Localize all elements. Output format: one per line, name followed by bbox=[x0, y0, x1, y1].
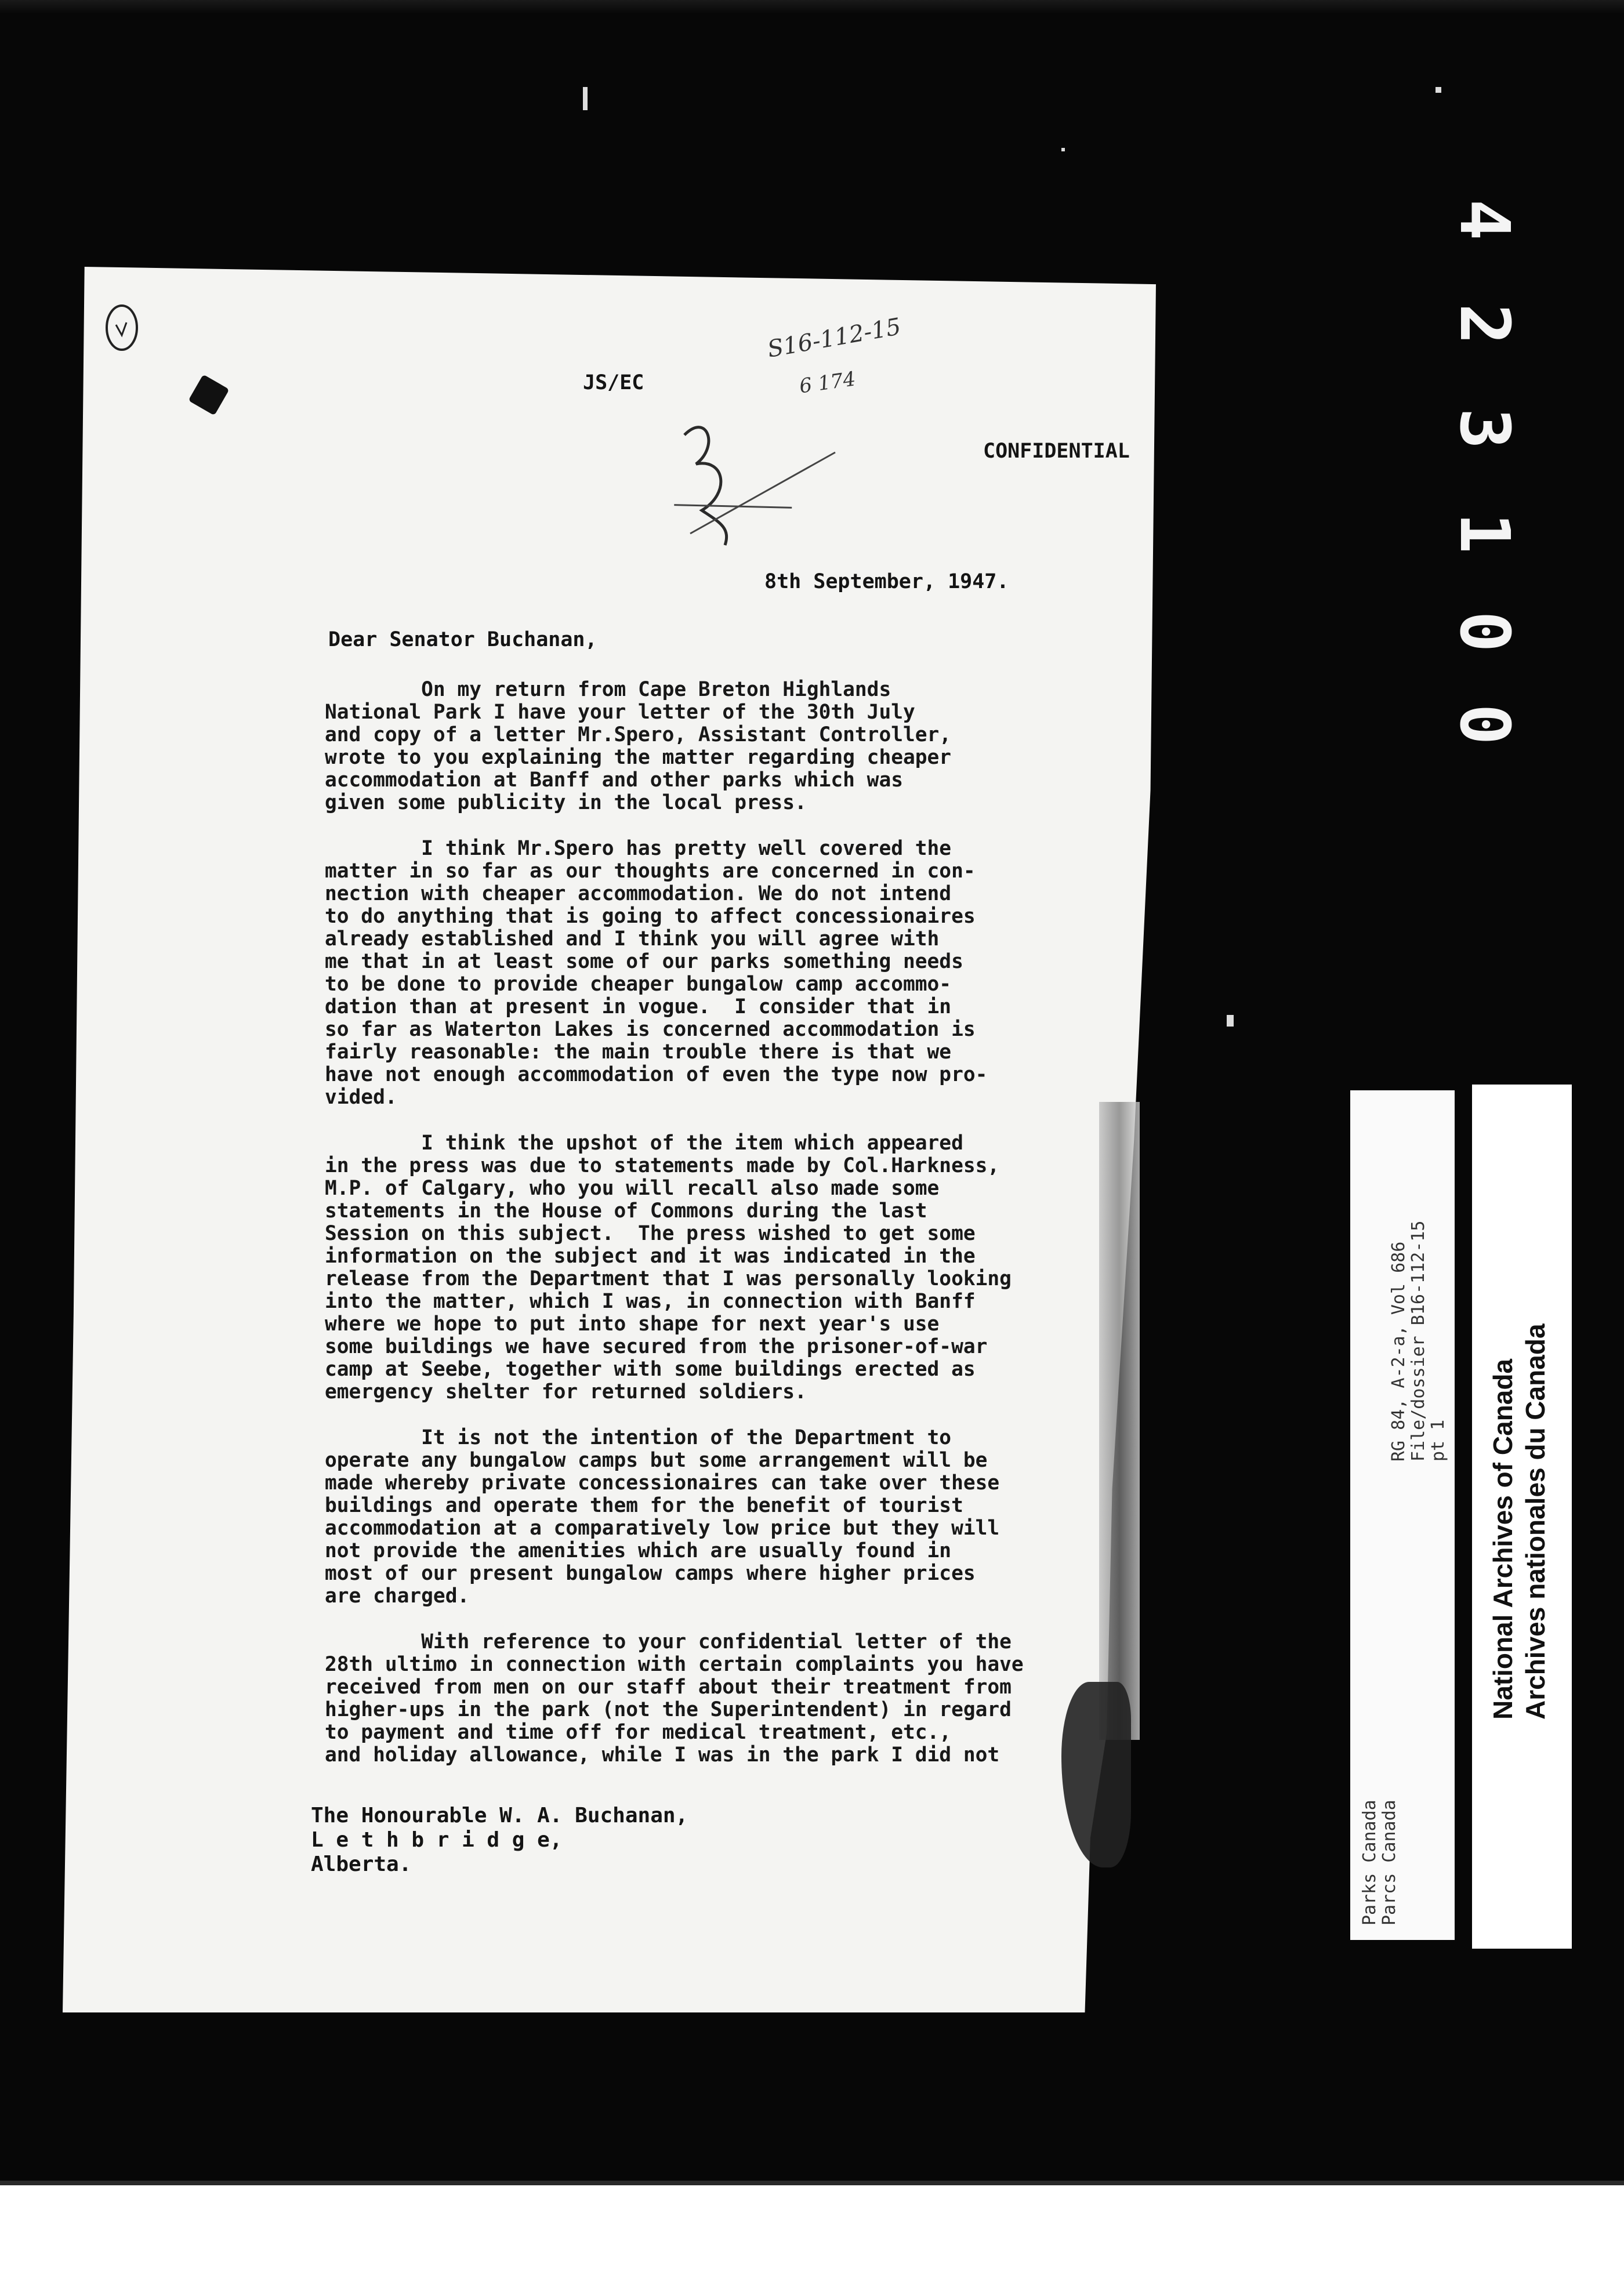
frame-digit: 4 bbox=[1445, 199, 1525, 241]
text-line: It is not the intention of the Department to bbox=[325, 1426, 952, 1449]
text-line: wrote to you explaining the matter regarding cheaper bbox=[325, 746, 952, 769]
text-line: are charged. bbox=[325, 1584, 470, 1608]
text-line: National Park I have your letter of the 30th July bbox=[325, 701, 915, 724]
text-line: camp at Seebe, together with some buildings erected as bbox=[325, 1358, 976, 1381]
recipient-address bbox=[311, 1804, 688, 1877]
text-line: information on the subject and it was indicated in the bbox=[325, 1245, 976, 1268]
text-line: fairly reasonable: the main trouble there is that we bbox=[325, 1040, 952, 1064]
text-line: 28th ultimo in connection with certain complaints you have bbox=[325, 1653, 1024, 1676]
text-line: me that in at least some of our parks something needs bbox=[325, 950, 963, 973]
handwritten-file-number: S16-112-15 bbox=[765, 313, 903, 363]
film-speck bbox=[1436, 87, 1441, 93]
text-line: release from the Department that I was personally looking bbox=[325, 1267, 1012, 1290]
paragraph bbox=[325, 1132, 1102, 1404]
text-line: to do anything that is going to affect concessionaires bbox=[325, 905, 976, 928]
frame-digit: 0 bbox=[1445, 703, 1525, 745]
film-scratch bbox=[583, 87, 588, 110]
text-line: in the press was due to statements made by Col.Harkness, bbox=[325, 1154, 1000, 1177]
reference-initials: JS/EC bbox=[583, 371, 644, 394]
text-line: With reference to your confidential letter of the bbox=[325, 1630, 1012, 1653]
film-speck bbox=[1061, 148, 1065, 151]
text-line: nection with cheaper accommodation. We do not intend bbox=[325, 882, 952, 905]
text-line: I think the upshot of the item which appeared bbox=[325, 1132, 963, 1155]
frame-digit: 1 bbox=[1445, 512, 1525, 554]
text-line: some buildings we have secured from the prisoner-of-war bbox=[325, 1335, 988, 1358]
paragraph bbox=[325, 837, 1102, 1109]
archive-agency-text: Parks Canada Parcs Canada bbox=[1360, 1800, 1400, 1925]
paragraph bbox=[325, 1427, 1102, 1608]
text-line: have not enough accommodation of even the type now pro- bbox=[325, 1063, 988, 1086]
text-line: operate any bungalow camps but some arrangement will be bbox=[325, 1449, 988, 1472]
text-line: accommodation at Banff and other parks which was bbox=[325, 768, 903, 792]
address-line: Alberta. bbox=[311, 1852, 412, 1876]
text-line: On my return from Cape Breton Highlands bbox=[325, 678, 891, 701]
paragraph bbox=[325, 1631, 1102, 1767]
text-line: higher-ups in the park (not the Superintendent) in regard bbox=[325, 1698, 1012, 1721]
text-line: to be done to provide cheaper bungalow camp accommo- bbox=[325, 973, 952, 996]
text-line: into the matter, which I was, in connection with Banff bbox=[325, 1290, 976, 1313]
handwritten-sub-number: 6 174 bbox=[798, 367, 857, 398]
text-line: emergency shelter for returned soldiers. bbox=[325, 1380, 807, 1404]
text-line: received from men on our staff about their treatment from bbox=[325, 1676, 1012, 1699]
text-line: accommodation at a comparatively low price but they will bbox=[325, 1517, 1000, 1540]
text-line: vided. bbox=[325, 1086, 397, 1109]
text-line: where we hope to put into shape for next year's use bbox=[325, 1312, 940, 1336]
text-line: to payment and time off for medical treatment, etc., bbox=[325, 1721, 952, 1744]
text-line: statements in the House of Commons during the last bbox=[325, 1199, 927, 1223]
frame-digit: 2 bbox=[1445, 303, 1525, 345]
archive-reference-text: RG 84, A-2-a, Vol 686 File/dossier B16-112-15 pt 1 bbox=[1389, 1220, 1448, 1461]
text-line: so far as Waterton Lakes is concerned accommodation is bbox=[325, 1018, 976, 1041]
text-line: matter in so far as our thoughts are concerned in con- bbox=[325, 859, 976, 883]
text-line: buildings and operate them for the benefit of tourist bbox=[325, 1494, 963, 1517]
page-fold bbox=[1099, 1102, 1140, 1740]
film-bottom-band bbox=[0, 2181, 1624, 2292]
film-edge bbox=[0, 0, 1624, 14]
handwritten-initial bbox=[667, 412, 841, 551]
text-line: made whereby private concessionaires can take over these bbox=[325, 1471, 1000, 1495]
handwritten-circle-mark bbox=[103, 302, 140, 354]
text-line: I think Mr.Spero has pretty well covered the bbox=[325, 837, 952, 860]
salutation: Dear Senator Buchanan, bbox=[328, 628, 597, 651]
archive-institution-text: National Archives of Canada Archives nationales du Canada bbox=[1488, 1323, 1550, 1720]
address-line: L e t h b r i d g e, bbox=[311, 1828, 563, 1852]
address-line: The Honourable W. A. Buchanan, bbox=[311, 1804, 688, 1827]
text-line: and holiday allowance, while I was in the park I did not bbox=[325, 1743, 1000, 1767]
letter-date: 8th September, 1947. bbox=[764, 570, 1009, 593]
paragraph bbox=[325, 679, 1102, 814]
text-line: most of our present bungalow camps where higher prices bbox=[325, 1562, 976, 1585]
text-line: already established and I think you will agree with bbox=[325, 927, 940, 951]
letter-body bbox=[325, 679, 1102, 1790]
text-line: given some publicity in the local press. bbox=[325, 791, 807, 814]
frame-digit: 3 bbox=[1445, 408, 1525, 449]
text-line: dation than at present in vogue. I consider that in bbox=[325, 995, 952, 1018]
frame-number bbox=[1433, 180, 1537, 766]
text-line: Session on this subject. The press wished to get some bbox=[325, 1222, 976, 1245]
text-line: M.P. of Calgary, who you will recall also made some bbox=[325, 1177, 940, 1200]
classification-stamp: CONFIDENTIAL bbox=[983, 440, 1130, 463]
text-line: not provide the amenities which are usually found in bbox=[325, 1539, 952, 1562]
text-line: and copy of a letter Mr.Spero, Assistant Controller, bbox=[325, 723, 952, 746]
film-speck bbox=[1227, 1015, 1234, 1027]
frame-digit: 0 bbox=[1445, 611, 1525, 652]
